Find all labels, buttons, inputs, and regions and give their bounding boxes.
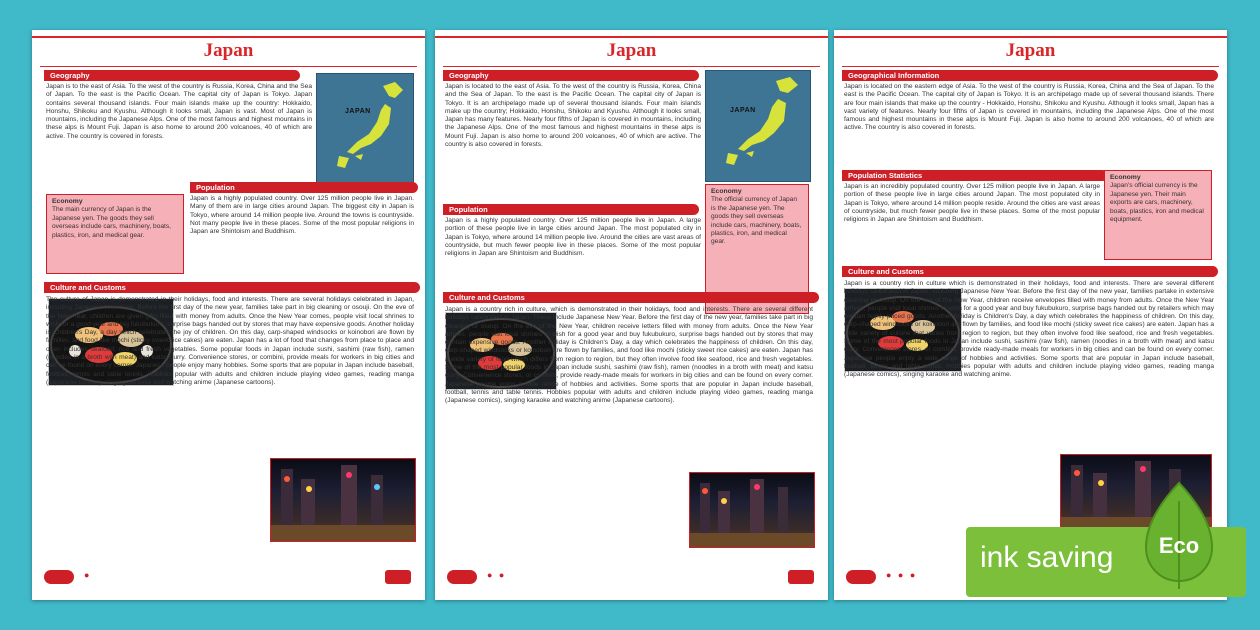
map-label: JAPAN bbox=[730, 107, 756, 114]
economy-fact-title: Economy bbox=[52, 198, 83, 205]
city-lights-image bbox=[690, 473, 814, 547]
title-rule bbox=[842, 66, 1219, 67]
economy-fact-title: Economy bbox=[711, 188, 742, 195]
japan-map bbox=[705, 70, 811, 182]
difficulty-dots: ● ● ● bbox=[886, 570, 918, 580]
eco-leaf-icon bbox=[1144, 481, 1214, 591]
worksheet-page-1 bbox=[32, 30, 425, 600]
population-text: Japan is a highly populated country. Over 125 million people live in Japan. Many of them are in large cities around Japan. The biggest city in Japan is Tokyo, where around 14 million people live. Around the towns is countryside. Not many people live in these places. Some of the most popular religions in Japan are Shintoism and Buddhism. bbox=[190, 195, 414, 236]
top-rule bbox=[834, 36, 1227, 38]
culture-heading: Culture and Customs bbox=[842, 266, 1218, 277]
economy-fact-box bbox=[1104, 170, 1212, 260]
japan-map bbox=[316, 73, 414, 185]
population-heading: Population Statistics bbox=[842, 170, 1108, 181]
population-heading: Population bbox=[190, 182, 418, 193]
difficulty-dots: ● bbox=[84, 570, 92, 580]
geography-heading: Geography bbox=[443, 70, 699, 81]
culture-heading: Culture and Customs bbox=[44, 282, 420, 293]
eco-tag: Eco bbox=[1158, 533, 1200, 558]
city-lights-image bbox=[271, 459, 415, 541]
culture-text: The culture of Japan is demonstrated in their holidays, food and interests. There are several holidays celebrated in Japan, including Japanese New Year. Before the first day of the new year, families take part in big cleaning or osouji. On the eve of the New Year, children are given gifts filled with money from adults. Once the New Year comes, people visit local shrines to wish for a good year and big fukubukuro, surprise bags handed out by stores that may have expensive goods. Another holiday is Children's Day, a day which celebrates the joy of children. On this day, carp-shaped windsocks or koinobori are flown by families, and food like mochi (sticky sweet rice cakes) are eaten. Japan has a lot of food that changes from place to place and often includes seafood, rice and fresh vegetables. Some popular foods in Japan include sushi, sashimi (raw fish), ramen (noodles in a broth with meat) and katsu curry. Convenience stores, or combini, provide meals for workers in big cities and can be found on every corner. Japanese people enjoy many hobbies. Some sports that are popular in Japan include baseball, football, tennis and table tennis. Hobbies popular with adults and children include playing video games, reading manga (Japanese comics), singing karaoke and watching anime (Japanese cartoons). bbox=[46, 296, 414, 386]
japan-map-shape bbox=[706, 71, 810, 181]
page-title: Japan bbox=[1005, 40, 1056, 61]
page-footer bbox=[32, 566, 425, 586]
geography-heading: Geography bbox=[44, 70, 300, 81]
economy-fact-text: Japan's official currency is the Japanese yen. Their main exports are cars, machinery, boats, plastics, iron and medical equipment. bbox=[1110, 182, 1204, 224]
map-label: JAPAN bbox=[345, 108, 371, 115]
ink-saving-badge bbox=[966, 527, 1246, 597]
page-footer bbox=[435, 566, 828, 586]
difficulty-dots: ● ● bbox=[487, 570, 507, 580]
population-text: Japan is an incredibly populated country. Over 125 million people live in Japan. A large portion of these people live in large cities around Japan. The most populated city in Japan is Tokyo, where around 14 million people reside. Around the cities are vast areas of countryside, but much fewer people live in these places. Some of the most popular religions in Japan are Shintoism and Buddhism. bbox=[844, 183, 1100, 224]
city-night-photo bbox=[689, 472, 815, 548]
economy-fact-box bbox=[46, 194, 184, 274]
page-title: Japan bbox=[203, 40, 254, 61]
publisher-logo bbox=[44, 570, 74, 584]
top-rule bbox=[435, 36, 828, 38]
geography-text: Japan is located on the eastern edge of Asia. To the west of the country is Russia, Korea, China and the Sea of Japan. To the east is the Pacific Ocean. The capital city of Japan is Tokyo. It is an archipelago made up of several thousand islands. There are four main islands that make up the country - Hokkaido, Honshu, Shikoku and Kyushu. Although it looks small, Japan has a vast variety of features. Nearly four fifths of Japan is covered in mountains, including the Japanese Alps. One of the most famous and highest mountains in these alps is Mount Fuji. Japan is also home to around 200 volcanoes, 40 of which are active. The country is also covered in forests. bbox=[844, 83, 1214, 132]
culture-text: Japan is a country rich in culture, which is demonstrated in their holidays, food and interests. There are several different holidays celebrated in Japan. These include Japanese New Year. Before the first day of the new year, families take part in big cleaning or osouji. On the eve of the New Year, children receive letters filled with money from adults. Once the New Year arrives, people visit local shrines to wish for a good year and buy fukubukuro, surprise bags handed out by stores that may contain expensive goods. Another holiday is Children's Day, a day which celebrates the happiness of children. On this day, carp-shaped windsocks or koinobori are flown by families, and food like mochi (sticky sweet rice cakes) are eaten. Japan has a wide variety of food which differs from region to region, but they often involve food like seafood, rice and fresh vegetables. Some of the most popular foods in Japan include sushi, sashimi (raw fish), ramen (noodles in a broth with meat) and katsu curry. Convenience stores, or combini, provide ready-made meals for workers in big cities and can be found on every corner. Japanese people enjoy a wide range of hobbies and activities. Some sports that are popular in Japan include baseball, football, tennis and table tennis. Hobbies popular with adults and children include playing video games, reading manga (Japanese comics), singing karaoke and watching anime (Japanese cartoons). bbox=[445, 306, 813, 405]
city-night-photo bbox=[270, 458, 416, 542]
publisher-logo bbox=[846, 570, 876, 584]
population-text: Japan is a highly populated country. Over 125 million people live in Japan. A large portion of these people live in large cities around Japan. The most populated city in Japan is Tokyo, where around 14 million people live. Around the cities are vast areas of countryside, but much fewer people live in these places. Some of the most popular religions in Japan are Shintoism and Buddhism. bbox=[445, 217, 701, 258]
title-rule bbox=[40, 66, 417, 67]
brand-mark bbox=[788, 570, 814, 584]
culture-heading: Culture and Customs bbox=[443, 292, 819, 303]
japan-map-shape bbox=[317, 74, 413, 184]
ink-saving-label: ink saving bbox=[980, 541, 1114, 574]
brand-mark bbox=[385, 570, 411, 584]
page-title: Japan bbox=[606, 40, 657, 61]
economy-fact-text: The main currency of Japan is the Japanese yen. The goods they sell overseas include cars, machinery, boats, plastics, iron, and medical gear. bbox=[52, 206, 171, 239]
economy-fact-text: The official currency of Japan is the Japanese yen. The goods they sell overseas include cars, machinery, boats, plastics, iron, and medical gear. bbox=[711, 196, 802, 246]
geography-text: Japan is to the east of Asia. To the west of the country is Russia, Korea, China and the Sea of Japan. To the east is the Pacific Ocean. The capital city of Japan is Tokyo. Japan contains several thousand islands. Four main islands make up the country: Hokkaido, Honshu, Shikoku and Kyushu. Although it looks small, Japan is vast. Most of Japan is mountains, including the Japanese Alps. One of the most famous and highest mountains in these alps is Mount Fuji. Japan is also home to around 200 volcanoes, 40 of which are active. The country is covered in forests. bbox=[46, 83, 312, 140]
population-heading: Population bbox=[443, 204, 699, 215]
geography-heading: Geographical Information bbox=[842, 70, 1218, 81]
culture-text: Japan is a country rich in culture which is demonstrated in their holidays, food and interests. There are several different holidays celebrated in Japan, including Japanese New Year. Before the first day of the new year, families partake in extensive cleaning or osouji. On the eve of the New Year, children receive envelopes filled with money from adults. Once the New Year arrives, people visit local shrines to wish for a good year and buy fukubukuro, surprise bags handed out by retailers which may contain highly-priced goods. Another holiday is Children's Day, a day which celebrates the happiness of children. On this day, carp-shaped windsocks or koinobori are flown by families, and food like mochi (sticky sweet rice cakes) are eaten. Japan has a wide variety of cuisine that varies from region to region, but they often involve food like seafood, rice and fresh vegetables. Some of the most popular foods in Japan include sushi, sashimi (raw fish), ramen (noodles in a broth with meat) and katsu curry. Convenience stores, or combini, provide ready-made meals for workers in big cities and can be found on every corner. Japanese people enjoy a wide range of hobbies and activities. Some sports that are popular in Japan include baseball, football, tennis and table tennis. Hobbies popular with adults and children include playing video games, reading manga (Japanese comics), singing karaoke and watching anime. bbox=[844, 280, 1214, 379]
publisher-logo bbox=[447, 570, 477, 584]
title-rule bbox=[443, 66, 820, 67]
top-rule bbox=[32, 36, 425, 38]
geography-text: Japan is located to the east of Asia. To the west of the country is Russia, Korea, China and the Sea of Japan. To the east is the Pacific Ocean. The capital city of Japan is Tokyo. It is an archipelago made up of several thousand islands. Four main islands make up the country; Hokkaido, Honshu, Shikoku and Kyushu. Although it looks small, Japan has many features. Nearly four fifths of Japan is covered in mountains, including the Japanese Alps. One of the most famous and highest mountains in these alps is Mount Fuji. Japan is also home to around 200 volcanoes, 40 of which are active. The country is also covered in forests. bbox=[445, 83, 701, 149]
worksheet-page-2 bbox=[435, 30, 828, 600]
economy-fact-title: Economy bbox=[1110, 174, 1141, 181]
